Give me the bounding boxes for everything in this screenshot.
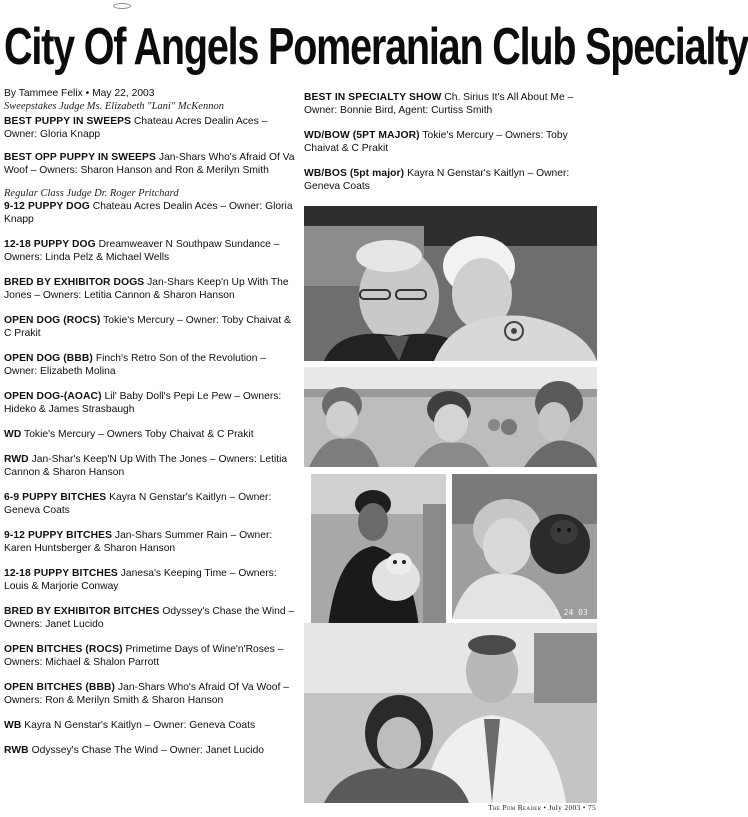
award-text: Jan-Shars Who's Afraid Of Va Woof – Owners: Ron & Merilyn Smith & Sharon Hanson (4, 682, 289, 706)
award-label: BEST IN SPECIALTY SHOW (304, 92, 442, 103)
result-entry (4, 744, 296, 757)
result-entry (4, 276, 296, 302)
publication-name: The Pom Reader (488, 803, 542, 812)
award-text: Jan-Shar's Keep'N Up With The Jones – Owners: Letitia Cannon & Sharon Hanson (4, 454, 288, 478)
award-label: BRED BY EXHIBITOR BITCHES (4, 606, 160, 617)
award-label: 9-12 PUPPY BITCHES (4, 530, 113, 541)
award-label: BRED BY EXHIBITOR DOGS (4, 277, 145, 288)
page-footer (488, 803, 596, 812)
award-text: Tokie's Mercury – Owners Toby Chaivat & C Prakit (24, 429, 254, 440)
award-text: Primetime Days of Wine'n'Roses – Owners: Michael & Shalon Parrott (4, 644, 284, 668)
regular-class-judge: Regular Class Judge Dr. Roger Pritchard (4, 188, 179, 199)
award-text: Chateau Acres Dealin Aces – Owner: Gloria Knapp (4, 201, 293, 225)
result-entry (4, 115, 296, 141)
result-entry (4, 453, 296, 479)
award-label: 12-18 PUPPY DOG (4, 239, 96, 250)
award-text: Lil' Baby Doll's Pepi Le Pew – Owners: Hideko & James Strasbaugh (4, 391, 282, 415)
award-label: OPEN DOG-(AOAC) (4, 391, 102, 402)
result-entry (4, 491, 296, 517)
result-entry (4, 390, 296, 416)
result-entry (4, 200, 296, 226)
award-label: OPEN BITCHES (ROCS) (4, 644, 123, 655)
result-entry (4, 681, 296, 707)
result-entry (304, 129, 596, 155)
result-entry (4, 352, 296, 378)
article-title: City Of Angels Pomeranian Club Specialty (4, 16, 748, 76)
award-label: BEST OPP PUPPY IN SWEEPS (4, 152, 156, 163)
award-label: OPEN DOG (BBB) (4, 353, 93, 364)
result-entry (4, 238, 296, 264)
award-text: Ch. Sirius It's All About Me – Owner: Bonnie Bird, Agent: Curtiss Smith (304, 92, 574, 116)
result-entry (4, 605, 296, 631)
result-entry (304, 167, 596, 193)
award-text: Odyssey's Chase the Wind – Owners: Janet Lucido (4, 606, 295, 630)
result-entry (4, 529, 296, 555)
result-entry (4, 151, 296, 177)
result-entry (4, 428, 296, 441)
photo-date-stamp: 5 24 03 (554, 608, 588, 617)
award-label: WB/BOS (5pt major) (304, 168, 405, 179)
footer-separator: • (543, 803, 549, 812)
results-right-column (304, 91, 596, 193)
award-text: Finch's Retro Son of the Revolution – Owner: Elizabeth Molina (4, 353, 267, 377)
award-text: Odyssey's Chase The Wind – Owner: Janet Lucido (31, 745, 265, 756)
footer-separator: • (582, 803, 588, 812)
award-label: WB (4, 720, 22, 731)
award-text: Chateau Acres Dealin Aces – Owner: Gloria Knapp (4, 116, 268, 140)
result-entry (4, 719, 296, 732)
photo-woman-with-dark-pomeranian (452, 474, 597, 619)
result-entry (304, 91, 596, 117)
byline: By Tammee Felix • May 22, 2003 (4, 88, 155, 99)
award-text: Tokie's Mercury – Owner: Toby Chaivat & C Prakit (4, 315, 291, 339)
award-text: Kayra N Genstar's Kaitlyn – Owner: Geneva Coats (4, 492, 272, 516)
results-left-column (4, 87, 296, 757)
award-label: WD (4, 429, 22, 440)
award-label: OPEN BITCHES (BBB) (4, 682, 116, 693)
issue-date: July 2003 (548, 803, 581, 812)
photo-judge-and-presenter (304, 206, 597, 361)
page-number: 75 (587, 803, 596, 812)
award-label: BEST PUPPY IN SWEEPS (4, 116, 132, 127)
award-text: Jan-Shars Keep'n Up With The Jones – Owners: Letitia Cannon & Sharon Hanson (4, 277, 289, 301)
award-text: Janesa's Keeping Time – Owners: Louis & Marjorie Conway (4, 568, 277, 592)
award-text: Kayra N Genstar's Kaitlyn – Owner: Geneva Coats (24, 720, 256, 731)
award-text: Dreamweaver N Southpaw Sundance – Owners: Linda Pelz & Michael Wells (4, 239, 280, 263)
result-entry (4, 567, 296, 593)
award-label: 9-12 PUPPY DOG (4, 201, 90, 212)
award-text: Jan-Shars Summer Rain – Owner: Karen Huntsberger & Sharon Hanson (4, 530, 273, 554)
sweepstakes-judge: Sweepstakes Judge Ms. Elizabeth "Lani" McKennon (4, 101, 224, 112)
photo-man-and-woman (304, 623, 597, 803)
result-entry (4, 314, 296, 340)
award-label: OPEN DOG (ROCS) (4, 315, 101, 326)
result-entry (4, 643, 296, 669)
award-label: 6-9 PUPPY BITCHES (4, 492, 107, 503)
award-text: Tokie's Mercury – Owners: Toby Chaivat & C Prakit (304, 130, 568, 154)
award-label: WD/BOW (5PT MAJOR) (304, 130, 420, 141)
award-text: Jan-Shars Who's Afraid Of Va Woof – Owners: Sharon Hanson and Ron & Merilyn Smith (4, 152, 295, 176)
photo-crowd (304, 367, 597, 467)
award-label: RWD (4, 454, 29, 465)
award-label: RWB (4, 745, 29, 756)
award-label: 12-18 PUPPY BITCHES (4, 568, 118, 579)
award-text: Kayra N Genstar's Kaitlyn – Owner: Geneva Coats (304, 168, 570, 192)
